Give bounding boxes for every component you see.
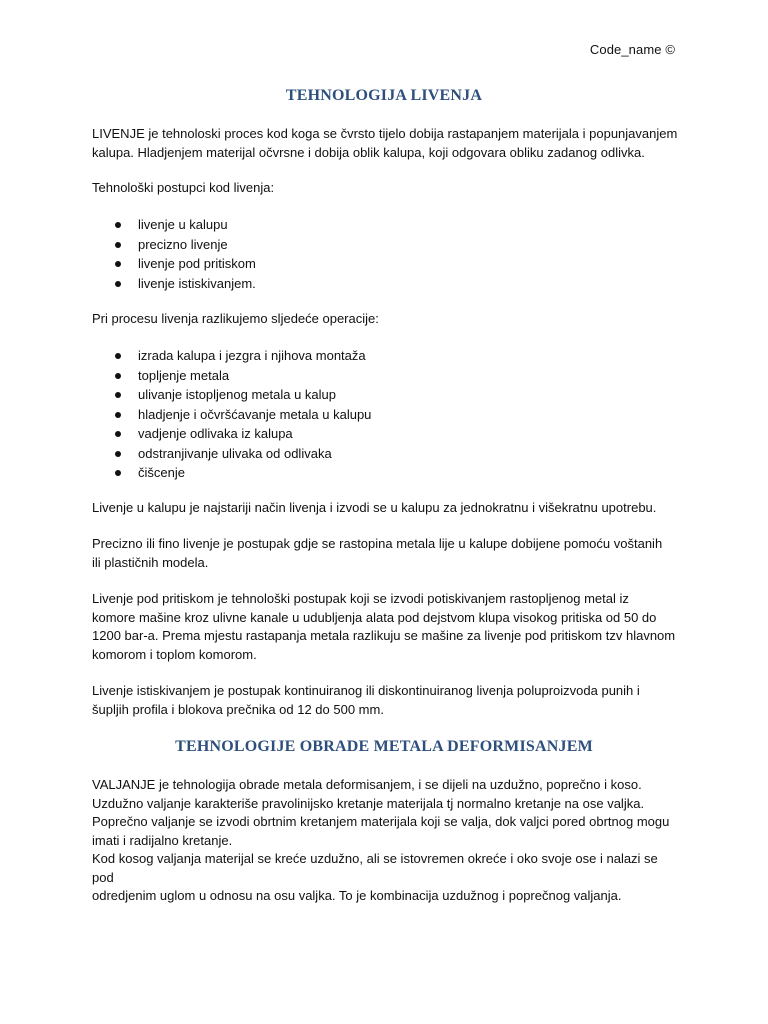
list-item bbox=[92, 235, 256, 255]
bullet-icon bbox=[115, 451, 121, 457]
list-item bbox=[92, 463, 371, 483]
list-item-label: livenje istiskivanjem. bbox=[138, 275, 256, 291]
section-title-deformisanje: TEHNOLOGIJE OBRADE METALA DEFORMISANJEM bbox=[175, 738, 593, 755]
text-line: Tehnološki postupci kod livenja: bbox=[92, 180, 275, 195]
list-item bbox=[92, 385, 371, 405]
text-line: Precizno ili fino livenje je postupak gdje se rastopina metala lije u kalupe dobijene pomoću voštanih bbox=[92, 536, 663, 551]
list-item-label: izrada kalupa i jezgra i njihova montaža bbox=[138, 348, 366, 363]
text-line: Livenje u kalupu je najstariji način livenja i izvodi se u kalupu za jednokratnu i višekratnu upotrebu. bbox=[92, 500, 657, 515]
bullet-icon bbox=[115, 373, 121, 379]
text-line: Kod kosog valjanja materijal se kreće uzdužno, ali se istovremen okreće i oko svoje ose i nalazi se pod bbox=[92, 851, 658, 885]
operations-list bbox=[92, 346, 371, 483]
operations-heading bbox=[92, 310, 682, 329]
text-line: Livenje istiskivanjem je postupak kontinuiranog ili diskontinuiranog livenja poluproizvoda punih i bbox=[92, 683, 640, 698]
list-item-label: precizno livenje bbox=[138, 236, 228, 252]
text-line: Uzdužno valjanje karakteriše pravolinijsko kretanje materijala tj normalno kretanje na ose valjka. bbox=[92, 795, 645, 811]
text-line: Pri procesu livenja razlikujemo sljedeće operacije: bbox=[92, 311, 379, 326]
text-line: odredjenim uglom u odnosu na osu valjka. To je kombinacija uzdužnog i poprečnog valjanja. bbox=[92, 888, 622, 903]
list-item-label: odstranjivanje ulivaka od odlivaka bbox=[138, 445, 332, 461]
paragraph-precizno-livenje bbox=[92, 535, 682, 572]
bullet-icon bbox=[115, 242, 121, 248]
text-line: ili plastičnih modela. bbox=[92, 554, 209, 570]
list-item-label: ulivanje istopljenog metala u kalup bbox=[138, 387, 337, 402]
list-item-label: vadjenje odlivaka iz kalupa bbox=[138, 426, 293, 441]
text-line: Livenje pod pritiskom je tehnološki postupak koji se izvodi potiskivanjem rastopljenog metal iz bbox=[92, 591, 629, 606]
bullet-icon bbox=[115, 353, 121, 359]
bullet-icon bbox=[115, 431, 121, 437]
bullet-icon bbox=[115, 281, 121, 287]
text-line: kalupa. Hladjenjem materijal očvrsne i dobija oblik kalupa, koji odgovara obliku zadanog odlivka. bbox=[92, 144, 645, 160]
paragraph-livenje-pod-pritiskom bbox=[92, 590, 682, 664]
section-title-livenje: TEHNOLOGIJA LIVENJA bbox=[285, 87, 483, 104]
list-item bbox=[92, 444, 371, 464]
bullet-icon bbox=[115, 392, 121, 398]
list-item bbox=[92, 215, 256, 235]
text-line: komore mašine kroz ulivne kanale u udubljenja alata pod dejstvom klupa visokog pritiska od 50 do bbox=[92, 609, 657, 625]
list-item bbox=[92, 346, 371, 366]
text-line: komorom i toplom komorom. bbox=[92, 646, 257, 662]
procedures-heading bbox=[92, 179, 682, 198]
intro-paragraph bbox=[92, 125, 682, 162]
list-item bbox=[92, 274, 256, 294]
paragraph-valjanje bbox=[92, 776, 682, 906]
bullet-icon bbox=[115, 412, 121, 418]
list-item bbox=[92, 405, 371, 425]
list-item-label: livenje u kalupu bbox=[138, 217, 228, 232]
list-item bbox=[92, 424, 371, 444]
list-item-label: hladjenje i očvršćavanje metala u kalupu bbox=[138, 406, 372, 422]
text-line: VALJANJE je tehnologija obrade metala deformisanjem, i se dijeli na uzdužno, poprečno i koso. bbox=[92, 777, 642, 792]
list-item bbox=[92, 254, 256, 274]
paragraph-livenje-istiskivanjem bbox=[92, 682, 682, 719]
text-line: Poprečno valjanje se izvodi obrtnim kretanjem materijala koji se valja, dok valjci pored obrtnog mogu bbox=[92, 814, 670, 829]
text-line: šupljih profila i blokova prečnika od 12 do 500 mm. bbox=[92, 701, 384, 717]
text-line: 1200 bar-a. Prema mjestu rastapanja metala razlikuju se mašine za livenje pod pritiskom tzv hlavnom bbox=[92, 628, 676, 643]
list-item-label: topljenje metala bbox=[138, 367, 230, 383]
bullet-icon bbox=[115, 222, 121, 228]
list-item bbox=[92, 366, 371, 386]
paragraph-livenje-u-kalupu bbox=[92, 499, 682, 518]
code-name-header: Code_name © bbox=[589, 42, 675, 57]
bullet-icon bbox=[115, 470, 121, 476]
procedures-list bbox=[92, 215, 256, 293]
bullet-icon bbox=[115, 261, 121, 267]
text-line: LIVENJE je tehnoloski proces kod koga se čvrsto tijelo dobija rastapanjem materijala i popunjavanjem bbox=[92, 126, 678, 141]
list-item-label: livenje pod pritiskom bbox=[138, 256, 256, 271]
text-line: imati i radijalno kretanje. bbox=[92, 832, 233, 848]
list-item-label: čišcenje bbox=[138, 465, 185, 480]
